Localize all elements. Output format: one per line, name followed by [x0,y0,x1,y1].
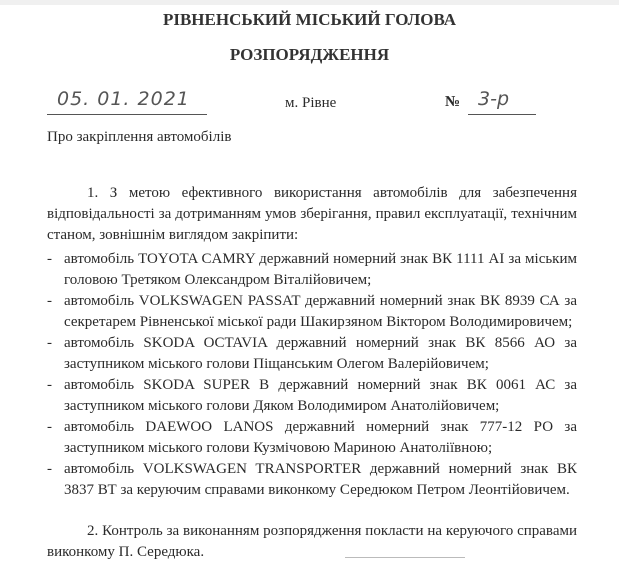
top-bar [0,0,619,5]
list-marker: - [47,377,52,393]
list-item [47,417,577,459]
number-label: № [445,94,461,110]
list-item [47,249,577,291]
list-marker: - [47,335,52,351]
subject: Про закріплення автомобілів [47,129,232,145]
document-type: РОЗПОРЯДЖЕННЯ [229,45,390,64]
list-item [47,333,577,375]
paragraph-1: 1. З метою ефективного використання автомобілів для забезпечення відповідальності за дотриманням умов зберігання, правил експлуатації, технічним станом, зовнішнім виглядом закріпити: [47,185,577,243]
list-marker: - [47,419,52,435]
vehicle-text: автомобіль VOLKSWAGEN TRANSPORTER державний номерний знак ВК 3837 ВТ за керуючим справами виконкому Середюком Петром Леонтійовичем. [64,461,577,498]
date-field [47,90,207,115]
list-item [47,459,577,501]
handwritten-date: 05. 01. 2021 [57,88,190,110]
number-field [468,90,536,115]
vehicle-text: автомобіль SKODA OCTAVIA державний номерний знак ВК 8566 АО за заступником міського голови Піщанським Олегом Валерійовичем; [64,335,577,372]
handwritten-number: 3-р [478,88,510,110]
list-item [47,291,577,333]
vehicle-text: автомобіль VOLKSWAGEN PASSAT державний номерний знак ВК 8939 СА за секретарем Рівненської міської ради Шакирзяном Віктором Володимировичем; [64,293,577,330]
list-marker: - [47,461,52,477]
list-marker: - [47,251,52,267]
paragraph-2: 2. Контроль за виконанням розпорядження покласти на керуючого справами виконкому П. Середюка. [47,523,577,560]
city: м. Рівне [285,95,337,111]
document-authority: РІВНЕНСЬКИЙ МІСЬКИЙ ГОЛОВА [162,10,457,29]
list-item [47,375,577,417]
list-marker: - [47,293,52,309]
vehicle-text: автомобіль DAEWOO LANOS державний номерний знак 777-12 РО за заступником міського голови Кузмічовою Мариною Анатоліївною; [64,419,577,456]
vehicle-text: автомобіль SKODA SUPER B державний номерний знак ВК 0061 АС за заступником міського голови Дяком Володимиром Анатолійовичем; [64,377,577,414]
signature-line [345,557,465,558]
vehicle-text: автомобіль TOYOTA CAMRY державний номерний знак ВК 1111 АІ за міським головою Третяком Олександром Віталійовичем; [64,251,577,288]
vehicle-list [47,249,577,501]
